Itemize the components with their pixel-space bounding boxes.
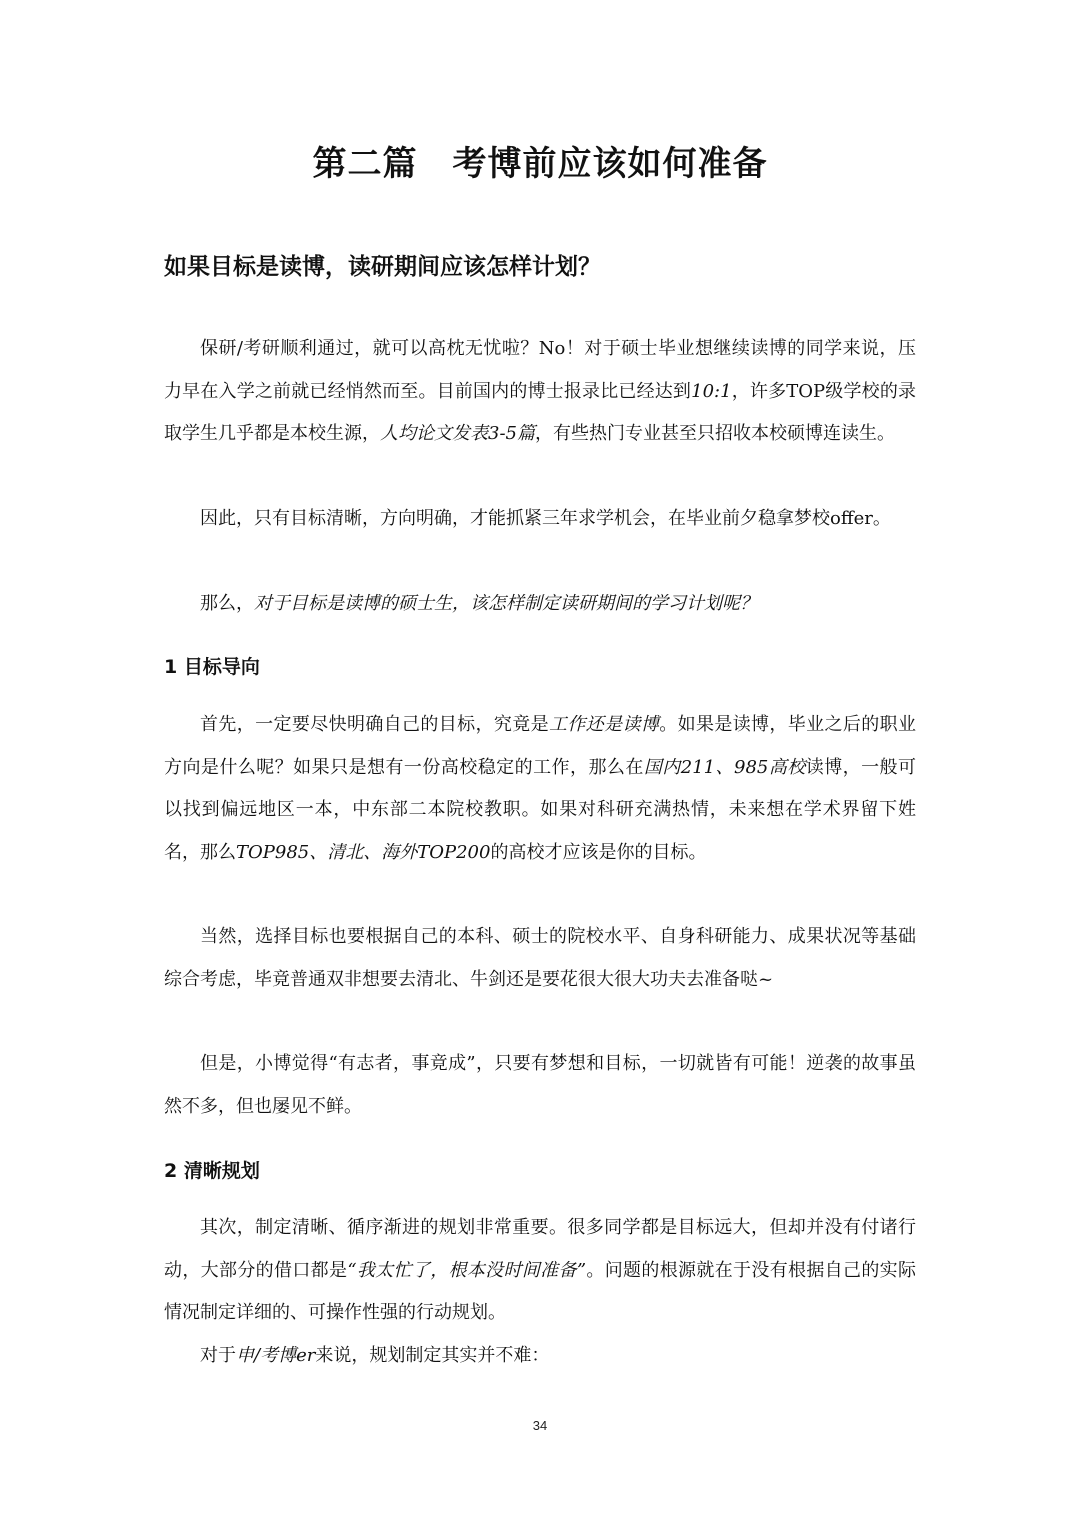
paragraph-text: 但是，小博觉得“有志者，事竟成”，只要有梦想和目标，一切就皆有可能！逆袭的故事虽然不多，但也屡见不鲜。 [164,1053,916,1117]
paragraph-text: 。问题的根源就在于没有根据自己的实际情况制定详细的、可操作性强的行动规划。 [164,1259,917,1323]
subheading-goal-orientation: 1 目标导向 [164,656,260,678]
emphasis-text: 10:1 [691,380,732,402]
emphasis-text: 人均论文发表3-5篇 [380,423,535,444]
intro-paragraph-3 [164,583,916,626]
intro-paragraph-2 [164,498,916,541]
paragraph-text: ，有些热门专业甚至只招收本校硕博连读生。 [535,423,895,444]
paragraph-text: 。如果是读博，毕业之后的职业方向是什么呢？如果只是想有一份高校稳定的工作，那么在 [164,714,917,778]
section-title: 如果目标是读博，读研期间应该怎样计划？ [164,254,601,280]
emphasis-text: 对于目标是读博的硕士生，该怎样制定读研期间的学习计划呢？ [254,593,758,614]
subheading-clear-planning: 2 清晰规划 [164,1160,260,1182]
emphasis-text: TOP985、清北、海外TOP200 [236,841,491,863]
goal-paragraph-2 [164,916,916,1001]
intro-paragraph-1 [164,328,916,456]
paragraph-text: 因此，只有目标清晰，方向明确，才能抓紧三年求学机会，在毕业前夕稳拿梦校offer。 [200,508,891,529]
paragraph-text: 的高校才应该是你的目标。 [490,841,707,863]
goal-paragraph-3 [164,1043,916,1128]
paragraph-text: 那么， [200,593,254,614]
paragraph-text: 首先，一定要尽快明确自己的目标，究竟是 [200,714,549,735]
emphasis-text: 工作还是读博 [549,714,660,735]
paragraph-text: 当然，选择目标也要根据自己的本科、硕士的院校水平、自身科研能力、成果状况等基础综合考虑，毕竟普通双非想要去清北、牛剑还是要花很大很大功夫去准备哒~ [164,926,916,990]
emphasis-text: 申/考博er [236,1345,316,1366]
paragraph-text: 读博，一般可以找到偏远地区一本，中东部二本院校教职。如果对科研充满热情，未来想在学术界留下姓名，那么 [164,756,917,863]
planning-paragraph-1 [164,1207,916,1335]
chapter-title: 第二篇 考博前应该如何准备 [312,144,768,184]
goal-paragraph-1 [164,704,916,874]
emphasis-text: “我太忙了，根本没时间准备” [347,1259,587,1281]
planning-paragraph-2 [164,1335,916,1378]
paragraph-text: 保研/考研顺利通过，就可以高枕无忧啦？No！对于硕士毕业想继续读博的同学来说，压力早在入学之前就已经悄然而至。目前国内的博士报录比已经达到 [164,338,916,402]
paragraph-text: ，许多TOP级学校的录取学生几乎都是本校生源， [164,380,917,444]
paragraph-text: 来说，规划制定其实并不难： [315,1345,550,1366]
page-number: 34 [532,1418,548,1433]
paragraph-text: 对于 [200,1345,236,1366]
emphasis-text: 国内211、985高校 [643,756,806,778]
paragraph-text: 其次，制定清晰、循序渐进的规划非常重要。很多同学都是目标远大，但却并没有付诸行动，大部分的借口都是 [164,1217,916,1281]
